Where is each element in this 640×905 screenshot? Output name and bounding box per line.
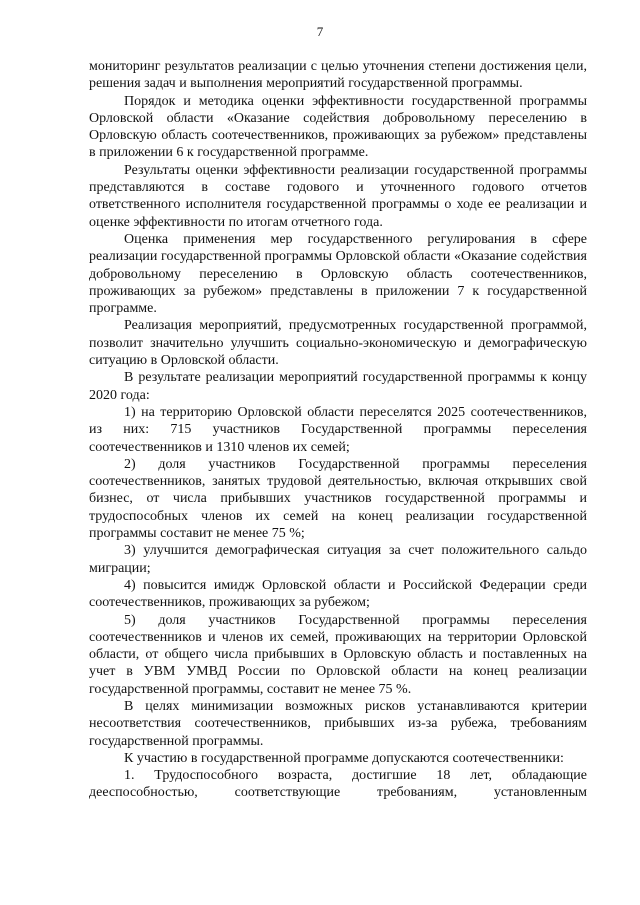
list-item-4: 4) повысится имидж Орловской области и Российской Федерации среди соотечественников, проживающих за рубежом; <box>89 577 587 611</box>
list-item-3: 3) улучшится демографическая ситуация за счет положительного сальдо миграции; <box>89 543 587 576</box>
page-number: 7 <box>316 24 324 39</box>
document-body <box>89 58 587 802</box>
paragraph-evaluation-results: Результаты оценки эффективности реализации государственной программы представляются в составе годового и уточненного годового отчетов ответственного исполнителя государственной программы о ходе ее реализации и оценке эффективности по итогам отчетного года. <box>89 162 587 230</box>
paragraph-expected-results: В результате реализации мероприятий государственной программы к концу 2020 года: <box>89 370 587 403</box>
paragraph-monitoring: мониторинг результатов реализации с целью уточнения степени достижения цели, решения задач и выполнения мероприятий государственной программы. <box>89 59 587 92</box>
list-item-1: 1) на территорию Орловской области переселятся 2025 соотечественников, из них: 715 участников Государственной программы переселения соотечественников и 1310 членов их семей; <box>89 404 587 455</box>
paragraph-regulation-assessment: Оценка применения мер государственного регулирования в сфере реализации государственной программы Орловской области «Оказание содействия добровольному переселению в Орловскую область соотечественников, проживающих за рубежом» представлены в приложении 7 к государственной программе. <box>89 231 587 317</box>
list-item-2: 2) доля участников Государственной программы переселения соотечественников, занятых трудовой деятельностью, включая открывших свой бизнес, от числа прибывших участников государственной программы и трудоспособных членов их семей на конец реализации государственной программы составит не менее 75 %; <box>89 456 587 542</box>
paragraph-evaluation-method: Порядок и методика оценки эффективности государственной программы Орловской области «Оказание содействия добровольному переселению в Орловскую область соотечественников, проживающих за рубежом» представлены в приложении 6 к государственной программе. <box>89 93 587 161</box>
list-item-5: 5) доля участников Государственной программы переселения соотечественников и членов их семей, проживающих на территории Орловской области, от общего числа прибывших в Орловскую область и поставленных на учет в УВМ УМВД России по Орловской области на конец реализации государственной программы, составит не менее 75 %. <box>89 612 587 697</box>
criteria-item-1: 1. Трудоспособного возраста, достигшие 18 лет, обладающие дееспособностью, соответствующие требованиям, установленным <box>89 768 587 801</box>
paragraph-implementation: Реализация мероприятий, предусмотренных государственной программой, позволит значительно улучшить социально-экономическую и демографическую ситуацию в Орловской области. <box>89 318 587 369</box>
paragraph-admission: К участию в государственной программе допускаются соотечественники: <box>124 750 564 766</box>
paragraph-risk-criteria: В целях минимизации возможных рисков устанавливаются критерии несоответствия соотечественников, прибывших из-за рубежа, требованиям государственной программы. <box>89 698 587 749</box>
